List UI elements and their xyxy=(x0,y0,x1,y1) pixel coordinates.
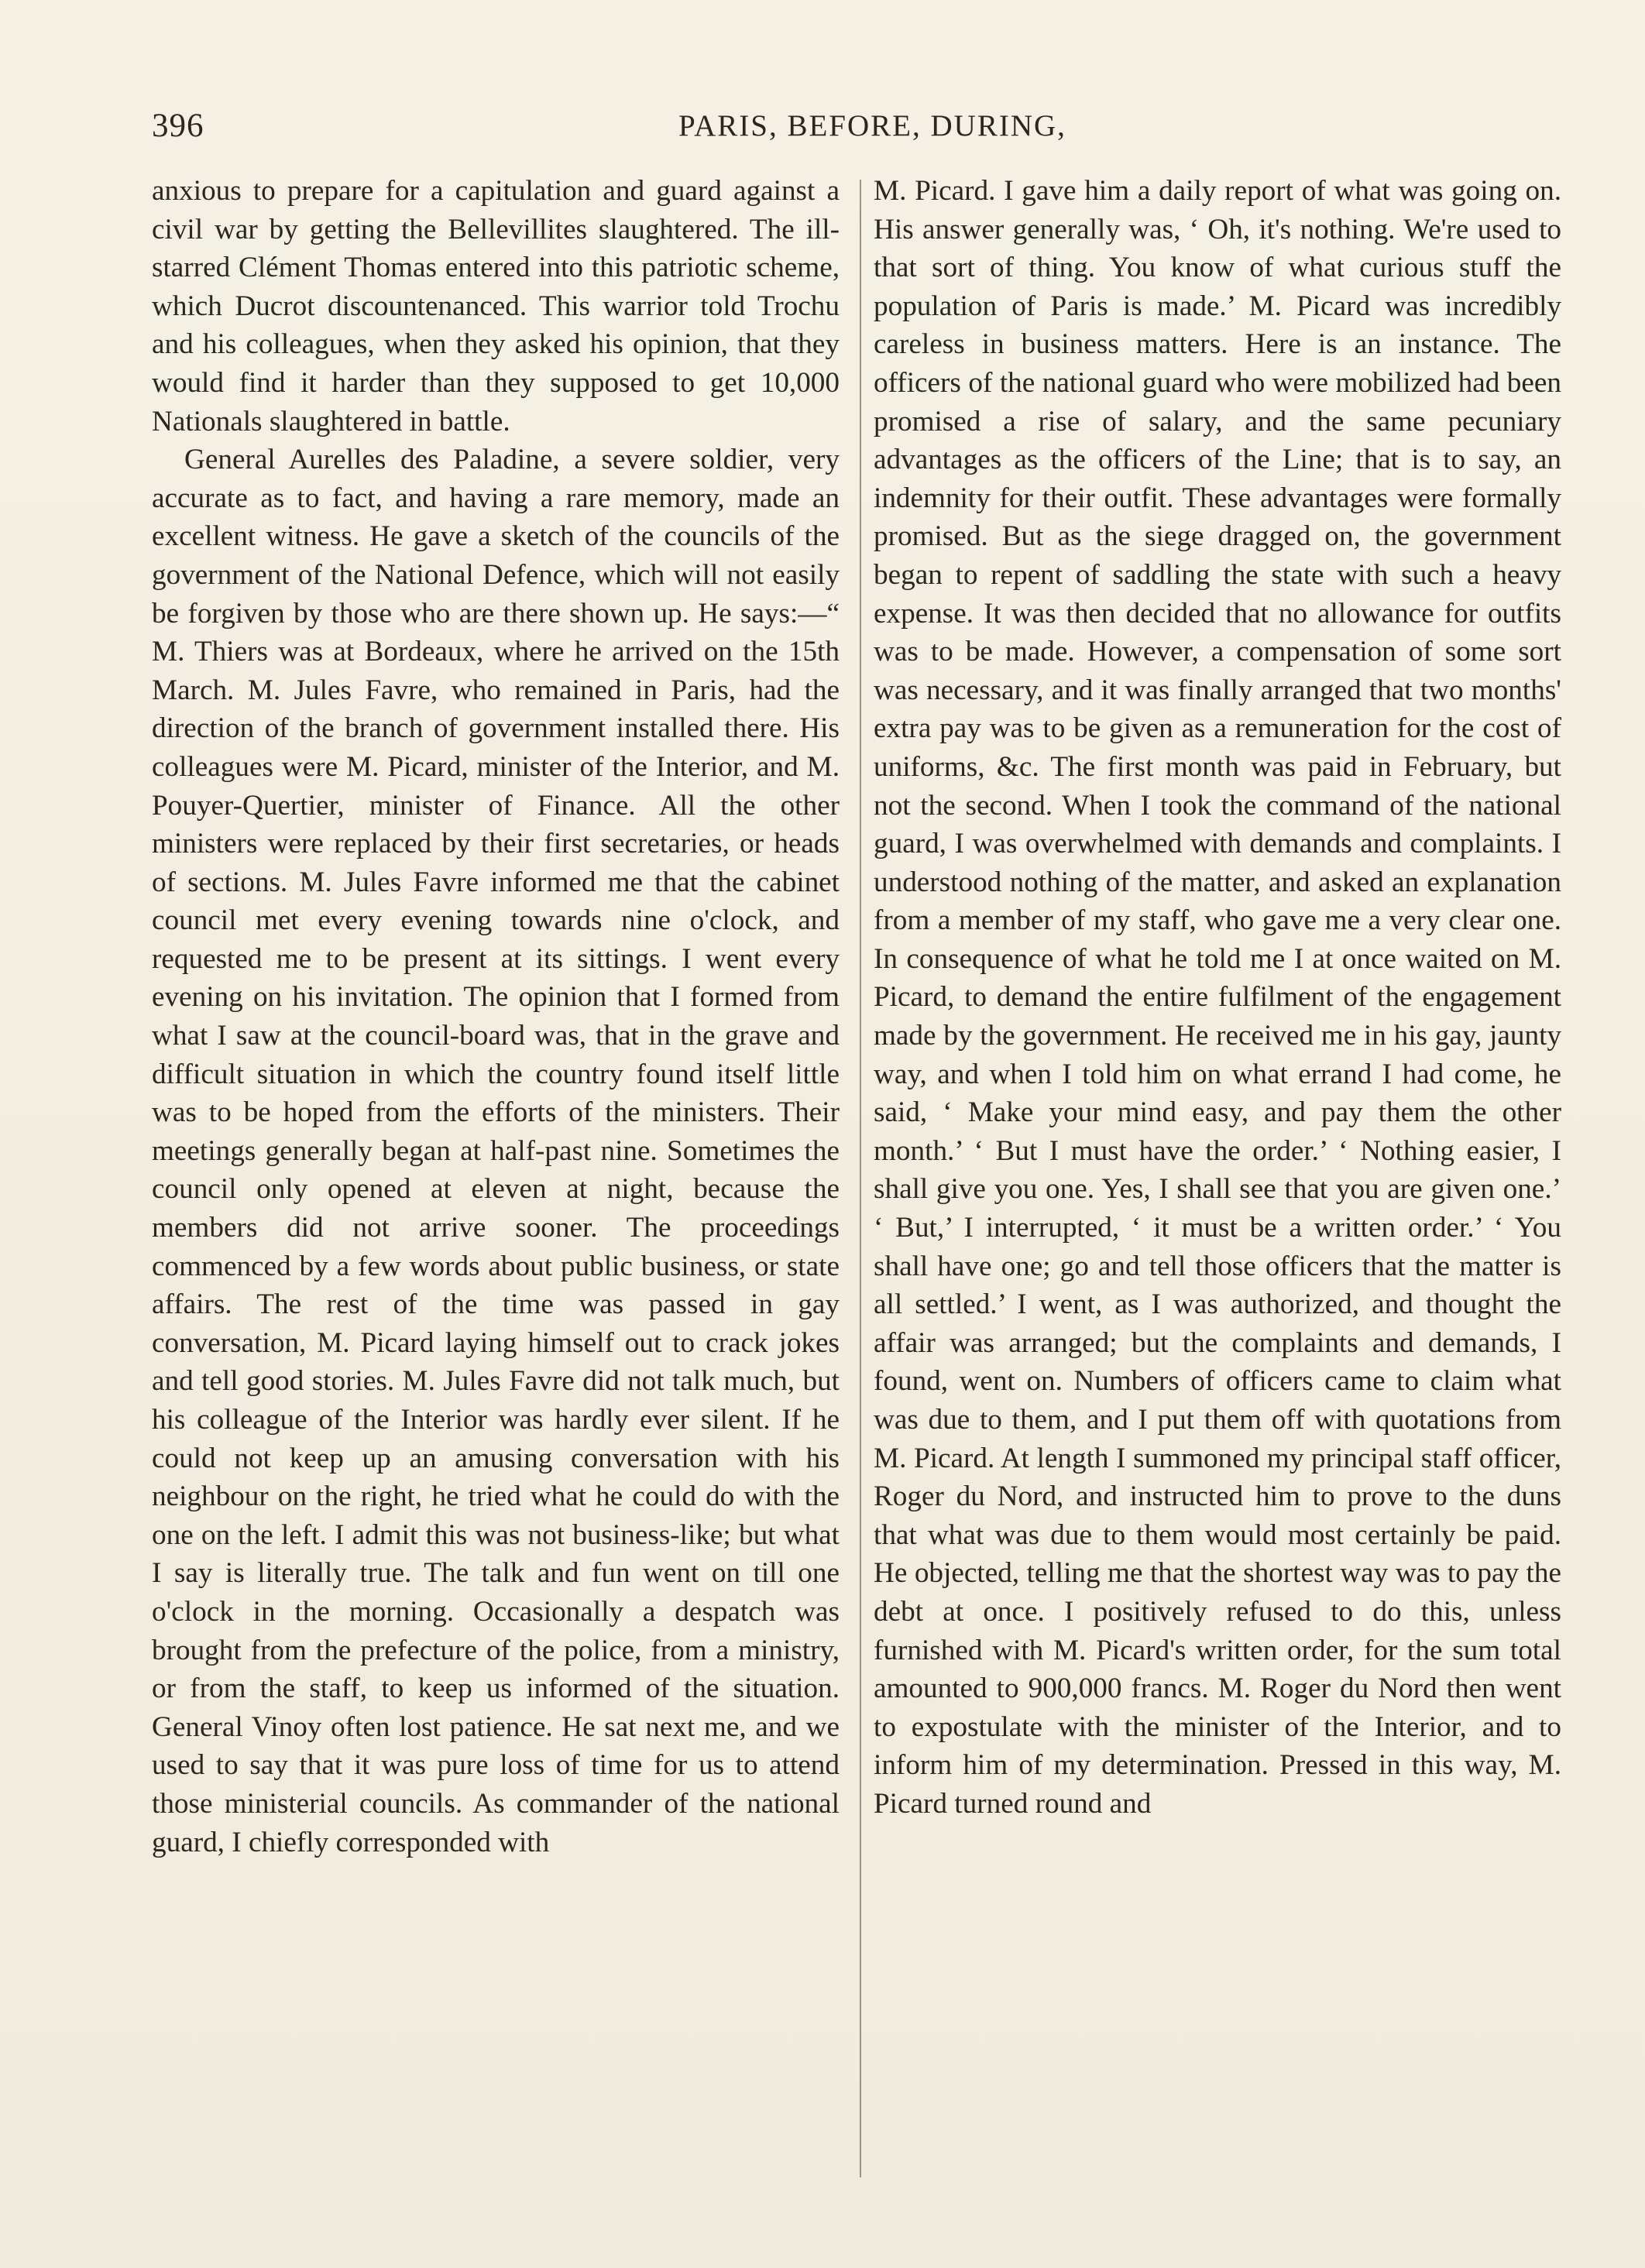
page-number: 396 xyxy=(152,108,204,144)
running-title: PARIS, BEFORE, DURING, xyxy=(678,109,1066,142)
running-head xyxy=(152,107,1537,153)
paragraph: M. Picard. I gave him a daily report of what was going on. His answer generally was, ‘ Oh, it's nothing. We're used to that sort of thing. You know of what curious stuff the population of Paris is made.’ M. Picard was incredibly careless in business matters. Here is an instance. The officers of the national guard who were mobilized had been promised a rise of salary, and the same pecuniary advantages as the officers of the Line; that is to say, an indemnity for their outfit. These advantages were formally promised. But as the siege dragged on, the government began to repent of saddling the state with such a heavy expense. It was then decided that no allowance for outfits was to be made. However, a compensation of some sort was necessary, and it was finally arranged that two months' extra pay was to be given as a remuneration for the cost of uniforms, &c. The first month was paid in February, but not the second. When I took the command of the national guard, I was overwhelmed with demands and complaints. I understood nothing of the matter, and asked an explanation from a member of my staff, who gave me a very clear one. In consequence of what he told me I at once waited on M. Picard, to demand the entire fulfilment of the engagement made by the government. He received me in his gay, jaunty way, and when I told him on what errand I had come, he said, ‘ Make your mind easy, and pay them the other month.’ ‘ But I must have the order.’ ‘ Nothing easier, I shall give you one. Yes, I shall see that you are given one.’ ‘ But,’ I interrupted, ‘ it must be a written order.’ ‘ You shall have one; go and tell those officers that the matter is all settled.’ I went, as I was authorized, and thought the affair was arranged; but the complaints and demands, I found, went on. Numbers of officers came to claim what was due to them, and I put them off with quotations from M. Picard. At length I summoned my principal staff officer, Roger du Nord, and instructed him to prove to the duns that what was due to them would most certainly be paid. He objected, telling me that the shortest way was to pay the debt at once. I positively refused to do this, unless furnished with M. Picard's written order, for the sum total amounted to 900,000 francs. M. Roger du Nord then went to expostulate with the minister of the Interior, and to inform him of my determination. Pressed in this way, M. Picard turned round and xyxy=(874,175,1561,1820)
left-column xyxy=(152,172,840,2201)
paragraph: anxious to prepare for a capitulation and guard against a civil war by getting the Bellevillites slaughtered. The ill-starred Clément Thomas entered into this patriotic scheme, which Ducrot discountenanced. This warrior told Trochu and his colleagues, when they asked his opinion, that they would find it harder than they supposed to get 10,000 Nationals slaughtered in battle. xyxy=(152,175,840,437)
right-column xyxy=(874,172,1561,2201)
paragraph: General Aurelles des Paladine, a severe soldier, very accurate as to fact, and having a rare memory, made an excellent witness. He gave a sketch of the councils of the government of the National Defence, which will not easily be forgiven by those who are there shown up. He says:—“ M. Thiers was at Bordeaux, where he arrived on the 15th March. M. Jules Favre, who remained in Paris, had the direction of the branch of government installed there. His colleagues were M. Picard, minister of the Interior, and M. Pouyer-Quertier, minister of Finance. All the other ministers were replaced by their first secretaries, or heads of sections. M. Jules Favre informed me that the cabinet council met every evening towards nine o'clock, and requested me to be present at its sittings. I went every evening on his invitation. The opinion that I formed from what I saw at the council-board was, that in the grave and difficult situation in which the country found itself little was to be hoped from the efforts of the ministers. Their meetings generally began at half-past nine. Sometimes the council only opened at eleven at night, because the members did not arrive sooner. The proceedings commenced by a few words about public business, or state affairs. The rest of the time was passed in gay conversation, M. Picard laying himself out to crack jokes and tell good stories. M. Jules Favre did not talk much, but his colleague of the Interior was hardly ever silent. If he could not keep up an amusing conversation with his neighbour on the right, he tried what he could do with the one on the left. I admit this was not business-like; but what I say is literally true. The talk and fun went on till one o'clock in the morning. Occasionally a despatch was brought from the prefecture of the police, from a ministry, or from the staff, to keep us informed of the situation. General Vinoy often lost patience. He sat next me, and we used to say that it was pure loss of time for us to attend those ministerial councils. As commander of the national guard, I chiefly corresponded with xyxy=(152,444,840,1858)
column-divider xyxy=(860,180,861,2177)
